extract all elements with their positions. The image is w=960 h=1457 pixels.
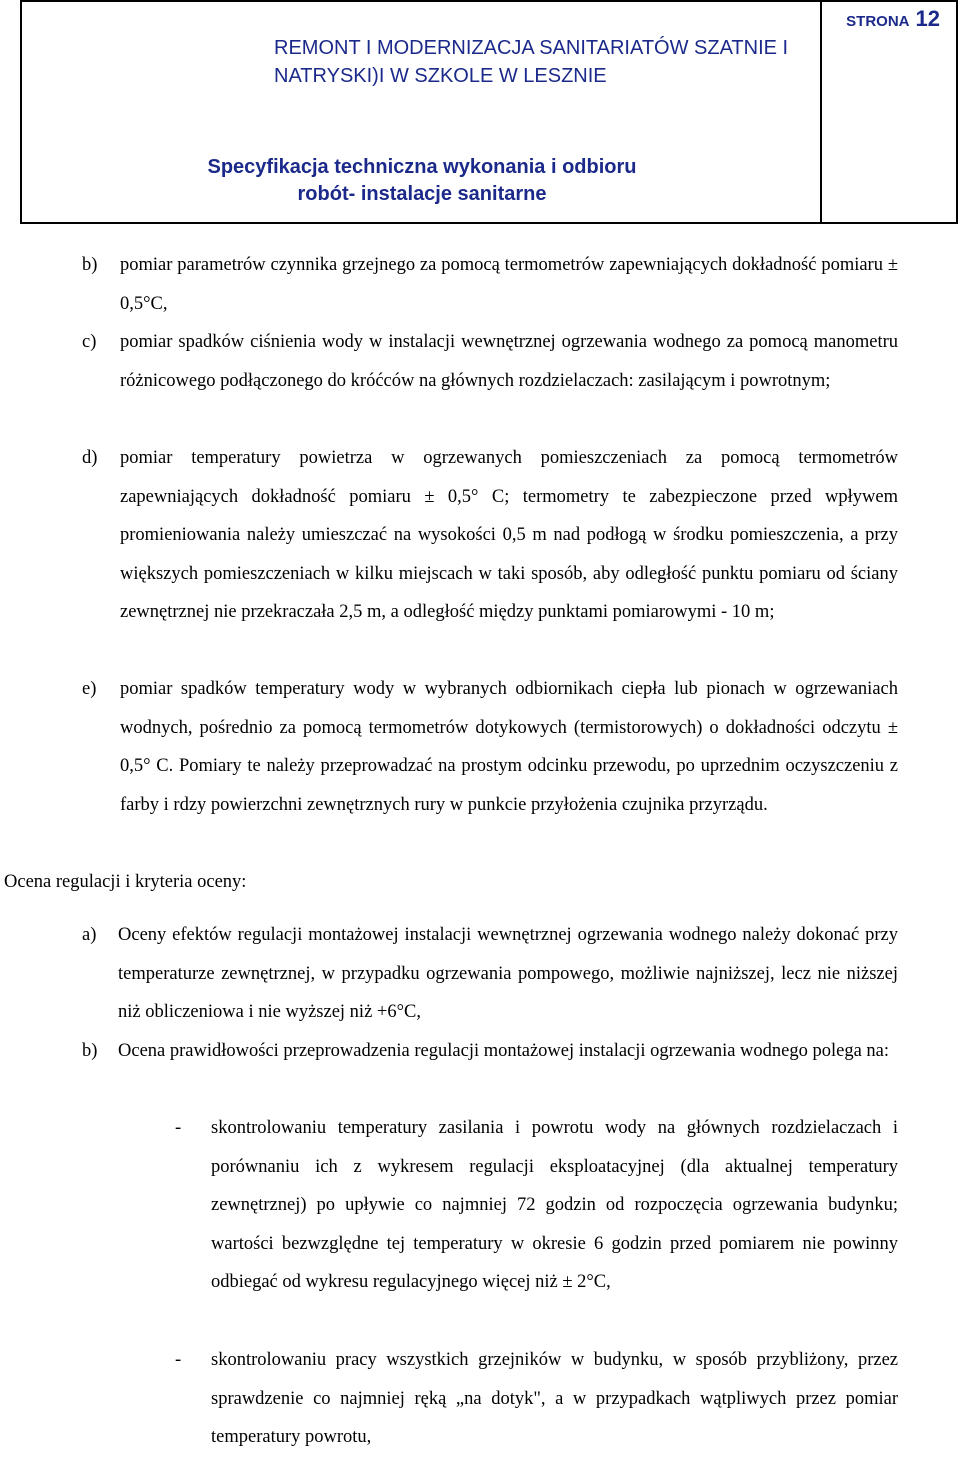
page-header [20, 0, 958, 224]
spec-title-line-1: Specyfikacja techniczna wykonania i odbioru [207, 156, 637, 178]
dash-bullet: - [175, 1350, 182, 1370]
list-item-label: b) [82, 255, 98, 275]
section-heading: Ocena regulacji i kryteria oceny: [4, 872, 247, 892]
dash-item-text: skontrolowaniu temperatury zasilania i powrotu wody na głównych rozdzielaczach i porównaniu ich z wykresem regulacji eksploatacyjnej (dla aktualnej temperatury zewnętrznej) po upływie co najmniej 72 godzin od rozpoczęcia ogrzewania budynku; wartości bezwzględne tej temperatury w okresie 6 godzin przed pomiarem nie powinny odbiegać od wykresu regulacyjnego więcej niż ± 2°C, [211, 1118, 898, 1292]
list-item-label: c) [82, 332, 97, 352]
dash-bullet: - [175, 1118, 182, 1138]
list-item-text: pomiar parametrów czynnika grzejnego za pomocą termometrów zapewniających dokładność pomiaru ± 0,5°C, [120, 255, 898, 314]
list-item-text: pomiar spadków temperatury wody w wybranych odbiornikach ciepła lub pionach w ogrzewaniach wodnych, pośrednio za pomocą termometrów dotykowych (termistorowych) o dokładności odczytu ± 0,5° C. Pomiary te należy przeprowadzać na prostym odcinku przewodu, po uprzednim oczyszczeniu z farby i rdzy powierzchni zewnętrznych rury w punkcie przyłożenia czujnika przyrządu. [120, 679, 898, 815]
project-title: REMONT I MODERNIZACJA SANITARIATÓW SZATNIE I NATRYSKI)I W SZKOLE W LESZNIE [274, 37, 789, 87]
list-item-label: a) [82, 925, 97, 945]
page-label: STRONA [846, 13, 910, 30]
dash-item-text: skontrolowaniu pracy wszystkich grzejników w budynku, w sposób przybliżony, przez sprawdzenie co najmniej ręką „na dotyk", a w przypadkach wątpliwych przez pomiar temperatury powrotu, [211, 1350, 898, 1447]
list-item-label: e) [82, 679, 97, 699]
spec-title-line-2: robót- instalacje sanitarne [297, 183, 547, 205]
list-item-text: pomiar spadków ciśnienia wody w instalacji wewnętrznej ogrzewania wodnego za pomocą manometru różnicowego podłączonego do króćców na głównych rozdzielaczach: zasilającym i powrotnym; [120, 332, 898, 391]
list-item-text: Oceny efektów regulacji montażowej instalacji wewnętrznej ogrzewania wodnego należy dokonać przy temperaturze zewnętrznej, w przypadku ogrzewania pompowego, możliwie najniższej, lecz nie niższej niż obliczeniowa i nie wyższej niż +6°C, [118, 925, 898, 1022]
list-item-label: b) [82, 1041, 98, 1061]
spec-title [22, 154, 822, 208]
list-item-text: Ocena prawidłowości przeprowadzenia regulacji montażowej instalacji ogrzewania wodnego polega na: [118, 1041, 890, 1061]
list-item-text: pomiar temperatury powietrza w ogrzewanych pomieszczeniach za pomocą termometrów zapewniających dokładność pomiaru ± 0,5° C; termometry te zabezpieczone przed wpływem promieniowania należy umieszczać na wysokości 0,5 m nad podłogą w środku pomieszczenia, a przy większych pomieszczeniach w kilku miejscach w taki sposób, aby odległość punktu pomiaru od ściany zewnętrznej nie przekraczała 2,5 m, a odległość między punktami pomiarowymi - 10 m; [120, 448, 898, 622]
list-item-label: d) [82, 448, 98, 468]
page-number: 12 [915, 6, 940, 31]
page-indicator [822, 6, 956, 32]
